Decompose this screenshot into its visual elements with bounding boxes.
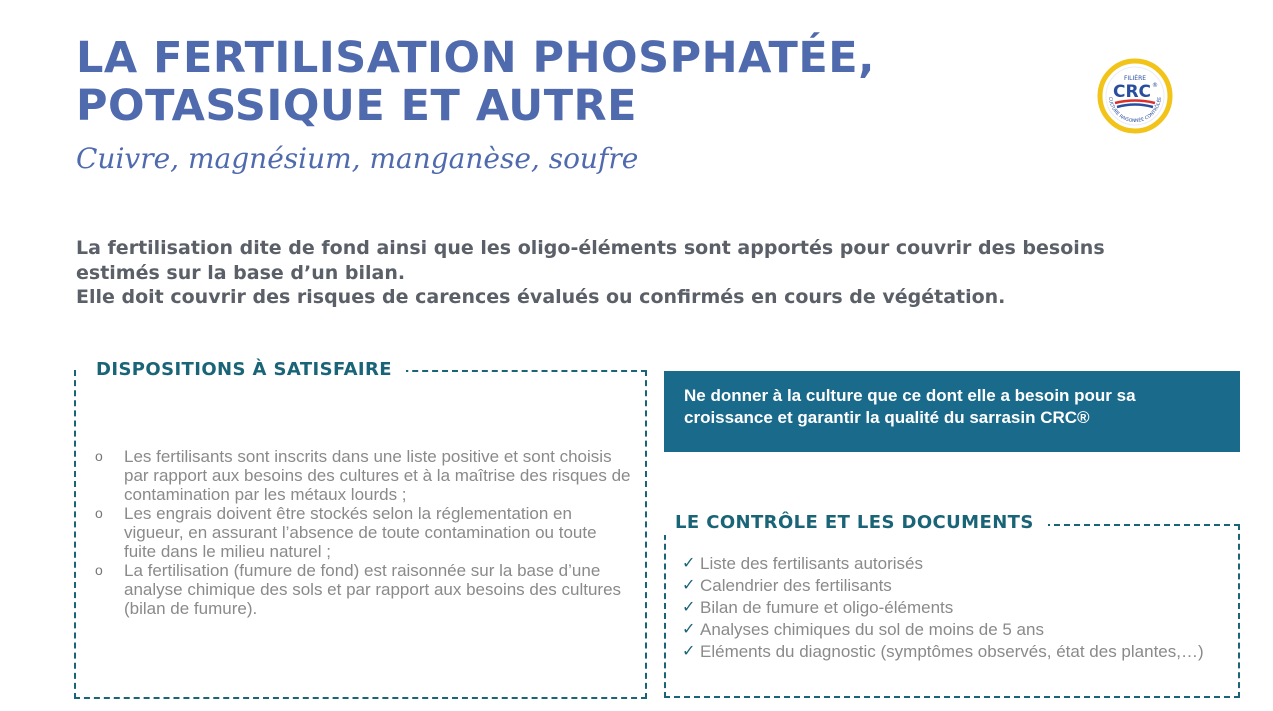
list-item [682, 575, 1222, 597]
title-line-2: POTASSIQUE ET AUTRE [76, 81, 638, 131]
controle-list [682, 553, 1222, 663]
check-icon: ✓ [682, 599, 696, 616]
crc-logo [1097, 58, 1173, 134]
list-item [682, 641, 1222, 663]
intro-paragraph [76, 236, 1226, 310]
page-title [76, 34, 875, 130]
list-item [92, 504, 632, 561]
bullet-icon: o [95, 448, 103, 464]
list-item-text: Les engrais doivent être stockés selon la réglementation en vigueur, en assurant l’absence de toute contamination ou toute fuite dans le milieu naturel ; [124, 504, 597, 561]
logo-ring-text: CULTURE RAISONNÉE CONTRÔLÉE [1106, 96, 1164, 125]
intro-line-3: Elle doit couvrir des risques de carences évalués ou confirmés en cours de végétation. [76, 286, 1006, 308]
list-item-text: Calendrier des fertilisants [700, 576, 892, 595]
title-line-1: LA FERTILISATION PHOSPHATÉE, [76, 33, 875, 83]
check-icon: ✓ [682, 577, 696, 594]
list-item [682, 553, 1222, 575]
intro-line-1: La fertilisation dite de fond ainsi que les oligo-éléments sont apportés pour couvrir des besoins [76, 237, 1105, 259]
check-icon: ✓ [682, 621, 696, 638]
logo-brand: CRC [1112, 82, 1152, 102]
list-item-text: La fertilisation (fumure de fond) est raisonnée sur la base d’une analyse chimique des sols et par rapport aux besoins des cultures (bilan de fumure). [124, 561, 622, 618]
list-item [92, 447, 632, 504]
svg-text:®: ® [1152, 82, 1158, 89]
logo-top-text: FILIÈRE [1123, 75, 1147, 82]
bullet-icon: o [95, 505, 103, 521]
list-item-text: Bilan de fumure et oligo-éléments [700, 598, 954, 617]
list-item [92, 561, 632, 618]
list-item-text: Analyses chimiques du sol de moins de 5 ans [700, 620, 1044, 639]
list-item-text: Eléments du diagnostic (symptômes observés, état des plantes,…) [700, 642, 1204, 661]
dispositions-list [92, 447, 632, 618]
objective-banner: Ne donner à la culture que ce dont elle a besoin pour sa croissance et garantir la qualité du sarrasin CRC® [664, 371, 1240, 452]
list-item [682, 597, 1222, 619]
bullet-icon: o [95, 562, 103, 578]
page-subtitle: Cuivre, magnésium, manganèse, soufre [76, 142, 639, 175]
dispositions-heading: DISPOSITIONS À SATISFAIRE [76, 358, 406, 382]
list-item-text: Liste des fertilisants autorisés [700, 554, 923, 573]
check-icon: ✓ [682, 555, 696, 572]
controle-heading: LE CONTRÔLE ET LES DOCUMENTS [655, 511, 1048, 535]
list-item-text: Les fertilisants sont inscrits dans une liste positive et sont choisis par rapport aux besoins des cultures et à la maîtrise des risques de contamination par les métaux lourds ; [124, 447, 631, 504]
intro-line-2: estimés sur la base d’un bilan. [76, 261, 406, 284]
list-item [682, 619, 1222, 641]
check-icon: ✓ [682, 643, 696, 660]
